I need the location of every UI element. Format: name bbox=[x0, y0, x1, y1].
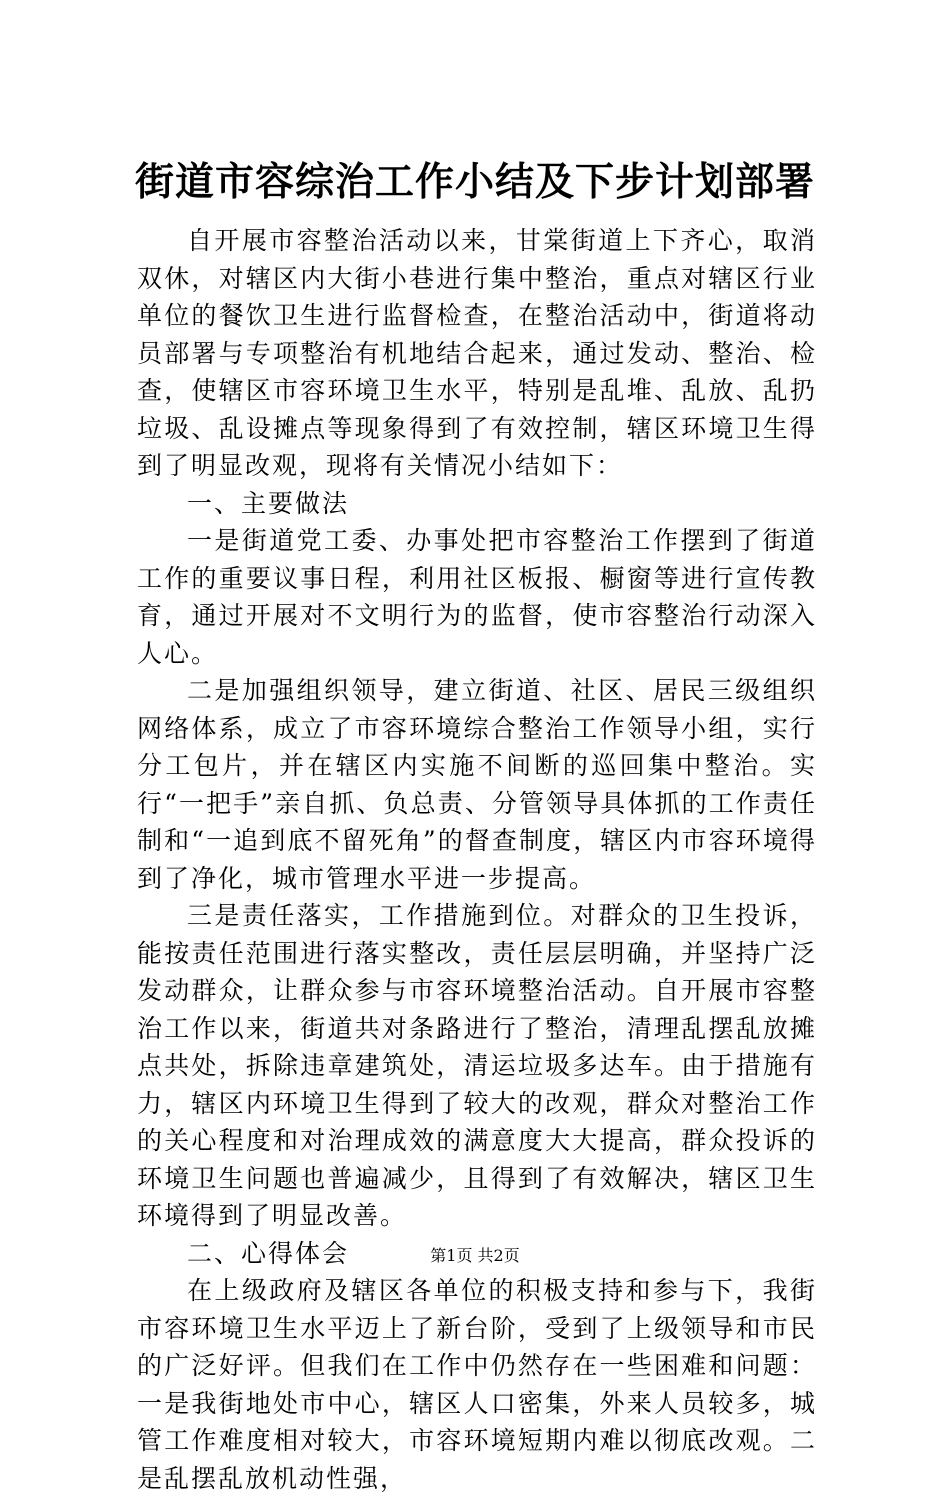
section-heading-main-practices: 一、主要做法 bbox=[187, 488, 350, 518]
paragraph-point-two: 二是加强组织领导，建立街道、社区、居民三级组织网络体系，成立了市容环境综合整治工作领导小组，实行分工包片，并在辖区内实施不间断的巡回集中整治。实行“一把手”亲自抓、负总责、分管领导具体抓的工作责任制和“一追到底不留死角”的督查制度，辖区内市容环境得到了净化，城市管理水平进一步提高。 bbox=[137, 676, 817, 893]
paragraph-experience: 在上级政府及辖区各单位的积极支持和参与下，我街市容环境卫生水平迈上了新台阶，受到了上级领导和市民的广泛好评。但我们在工作中仍然存在一些困难和问题：一是我街地处市中心，辖区人口密集，外来人员较多，城管工作难度相对较大，市容环境短期内难以彻底改观。二是乱摆乱放机动性强， bbox=[137, 1276, 817, 1493]
paragraph-point-one: 一是街道党工委、办事处把市容整治工作摆到了街道工作的重要议事日程，利用社区板报、橱窗等进行宣传教育，通过开展对不文明行为的监督，使市容整治行动深入人心。 bbox=[137, 526, 817, 668]
document-title: 街道市容综治工作小结及下步计划部署 bbox=[134, 159, 815, 205]
paragraph-point-three: 三是责任落实，工作措施到位。对群众的卫生投诉，能按责任范围进行落实整改，责任层层明确，并坚持广泛发动群众，让群众参与市容环境整治活动。自开展市容整治工作以来，街道共对条路进行了整治，清理乱摆乱放摊点共处，拆除违章建筑处，清运垃圾多达车。由于措施有力，辖区内环境卫生得到了较大的改观，群众对整治工作的关心程度和对治理成效的满意度大大提高，群众投诉的环境卫生问题也普遍减少，且得到了有效解决，辖区卫生环境得到了明显改善。 bbox=[137, 901, 817, 1230]
section-heading-experience: 二、心得体会 bbox=[187, 1238, 350, 1268]
page-footer: 第1页 共2页 bbox=[430, 1246, 520, 1265]
document-body bbox=[137, 222, 817, 1497]
paragraph-intro: 自开展市容整治活动以来，甘棠街道上下齐心，取消双休，对辖区内大街小巷进行集中整治，重点对辖区行业单位的餐饮卫生进行监督检查，在整治活动中，街道将动员部署与专项整治有机地结合起来，通过发动、整治、检查，使辖区市容环境卫生水平，特别是乱堆、乱放、乱扔垃圾、乱设摊点等现象得到了有效控制，辖区环境卫生得到了明显改观，现将有关情况小结如下： bbox=[137, 226, 817, 480]
